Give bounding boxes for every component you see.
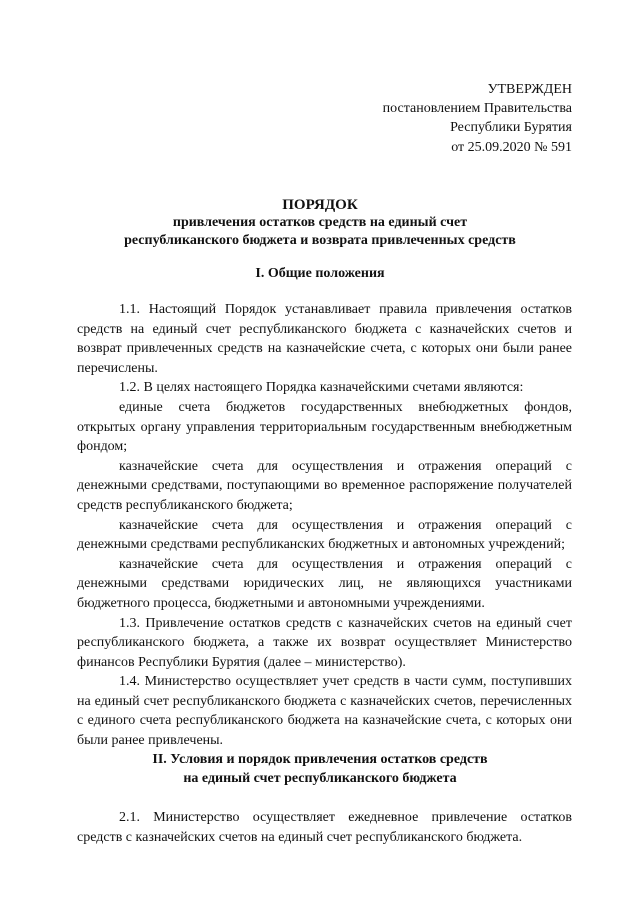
title-line-3: республиканского бюджета и возврата привлеченных средств — [124, 233, 516, 248]
approval-line-1: УТВЕРЖДЕН — [487, 82, 572, 97]
section-2-heading-line-1: II. Условия и порядок привлечения остатков средств — [152, 752, 488, 767]
section-1-heading: I. Общие положения — [255, 266, 385, 281]
paragraph-2-1: 2.1. Министерство осуществляет ежедневное привлечение остатков средств с казначейских счетов на единый счет республиканского бюджета. — [77, 810, 572, 845]
paragraph-1-2: 1.2. В целях настоящего Порядка казначейскими счетами являются: — [119, 380, 524, 396]
list-item-2: казначейские счета для осуществления и отражения операций с денежными средствами, поступающими во временное распоряжение получателей средств республиканского бюджета; — [77, 458, 572, 513]
approval-line-4: от 25.09.2020 № 591 — [451, 139, 572, 155]
approval-line-3: Республики Бурятия — [450, 120, 572, 136]
section-2-heading-line-2: на единый счет республиканского бюджета — [183, 771, 457, 786]
list-item-4: казначейские счета для осуществления и отражения операций с денежными средствами юридических лиц, не являющихся участниками бюджетного процесса, бюджетными и автономными учреждениями. — [77, 556, 572, 611]
title-main: ПОРЯДОК — [282, 197, 358, 213]
list-item-3: казначейские счета для осуществления и отражения операций с денежными средствами республиканских бюджетных и автономных учреждений; — [77, 517, 572, 553]
paragraph-1-3: 1.3. Привлечение остатков средств с казначейских счетов на единый счет республиканского бюджета, а также их возврат осуществляет Министерство финансов Республики Бурятия (далее – министерство). — [77, 615, 572, 670]
section-2-heading — [0, 750, 640, 788]
title-line-2: привлечения остатков средств на единый счет — [172, 215, 468, 230]
approval-line-2: постановлением Правительства — [382, 101, 572, 117]
document-title — [0, 196, 640, 250]
approval-stamp — [383, 80, 572, 157]
paragraph-1-4: 1.4. Министерство осуществляет учет средств в части сумм, поступивших на единый счет республиканского бюджета с казначейских счетов, перечисленных с единого счета республиканского бюджета на казначейские счета, с которых они были ранее привлечены. — [77, 674, 572, 749]
paragraph-1-1: 1.1. Настоящий Порядок устанавливает правила привлечения остатков средств на единый счет республиканского бюджета с казначейских счетов и возврат привлеченных средств на казначейские счета, с которых они были ранее перечислены. — [77, 302, 572, 376]
section-1-body — [77, 300, 572, 751]
section-2-body — [77, 808, 572, 847]
list-item-1: единые счета бюджетов государственных внебюджетных фондов, открытых органу управления территориальным государственным внебюджетным фондом; — [77, 399, 572, 455]
